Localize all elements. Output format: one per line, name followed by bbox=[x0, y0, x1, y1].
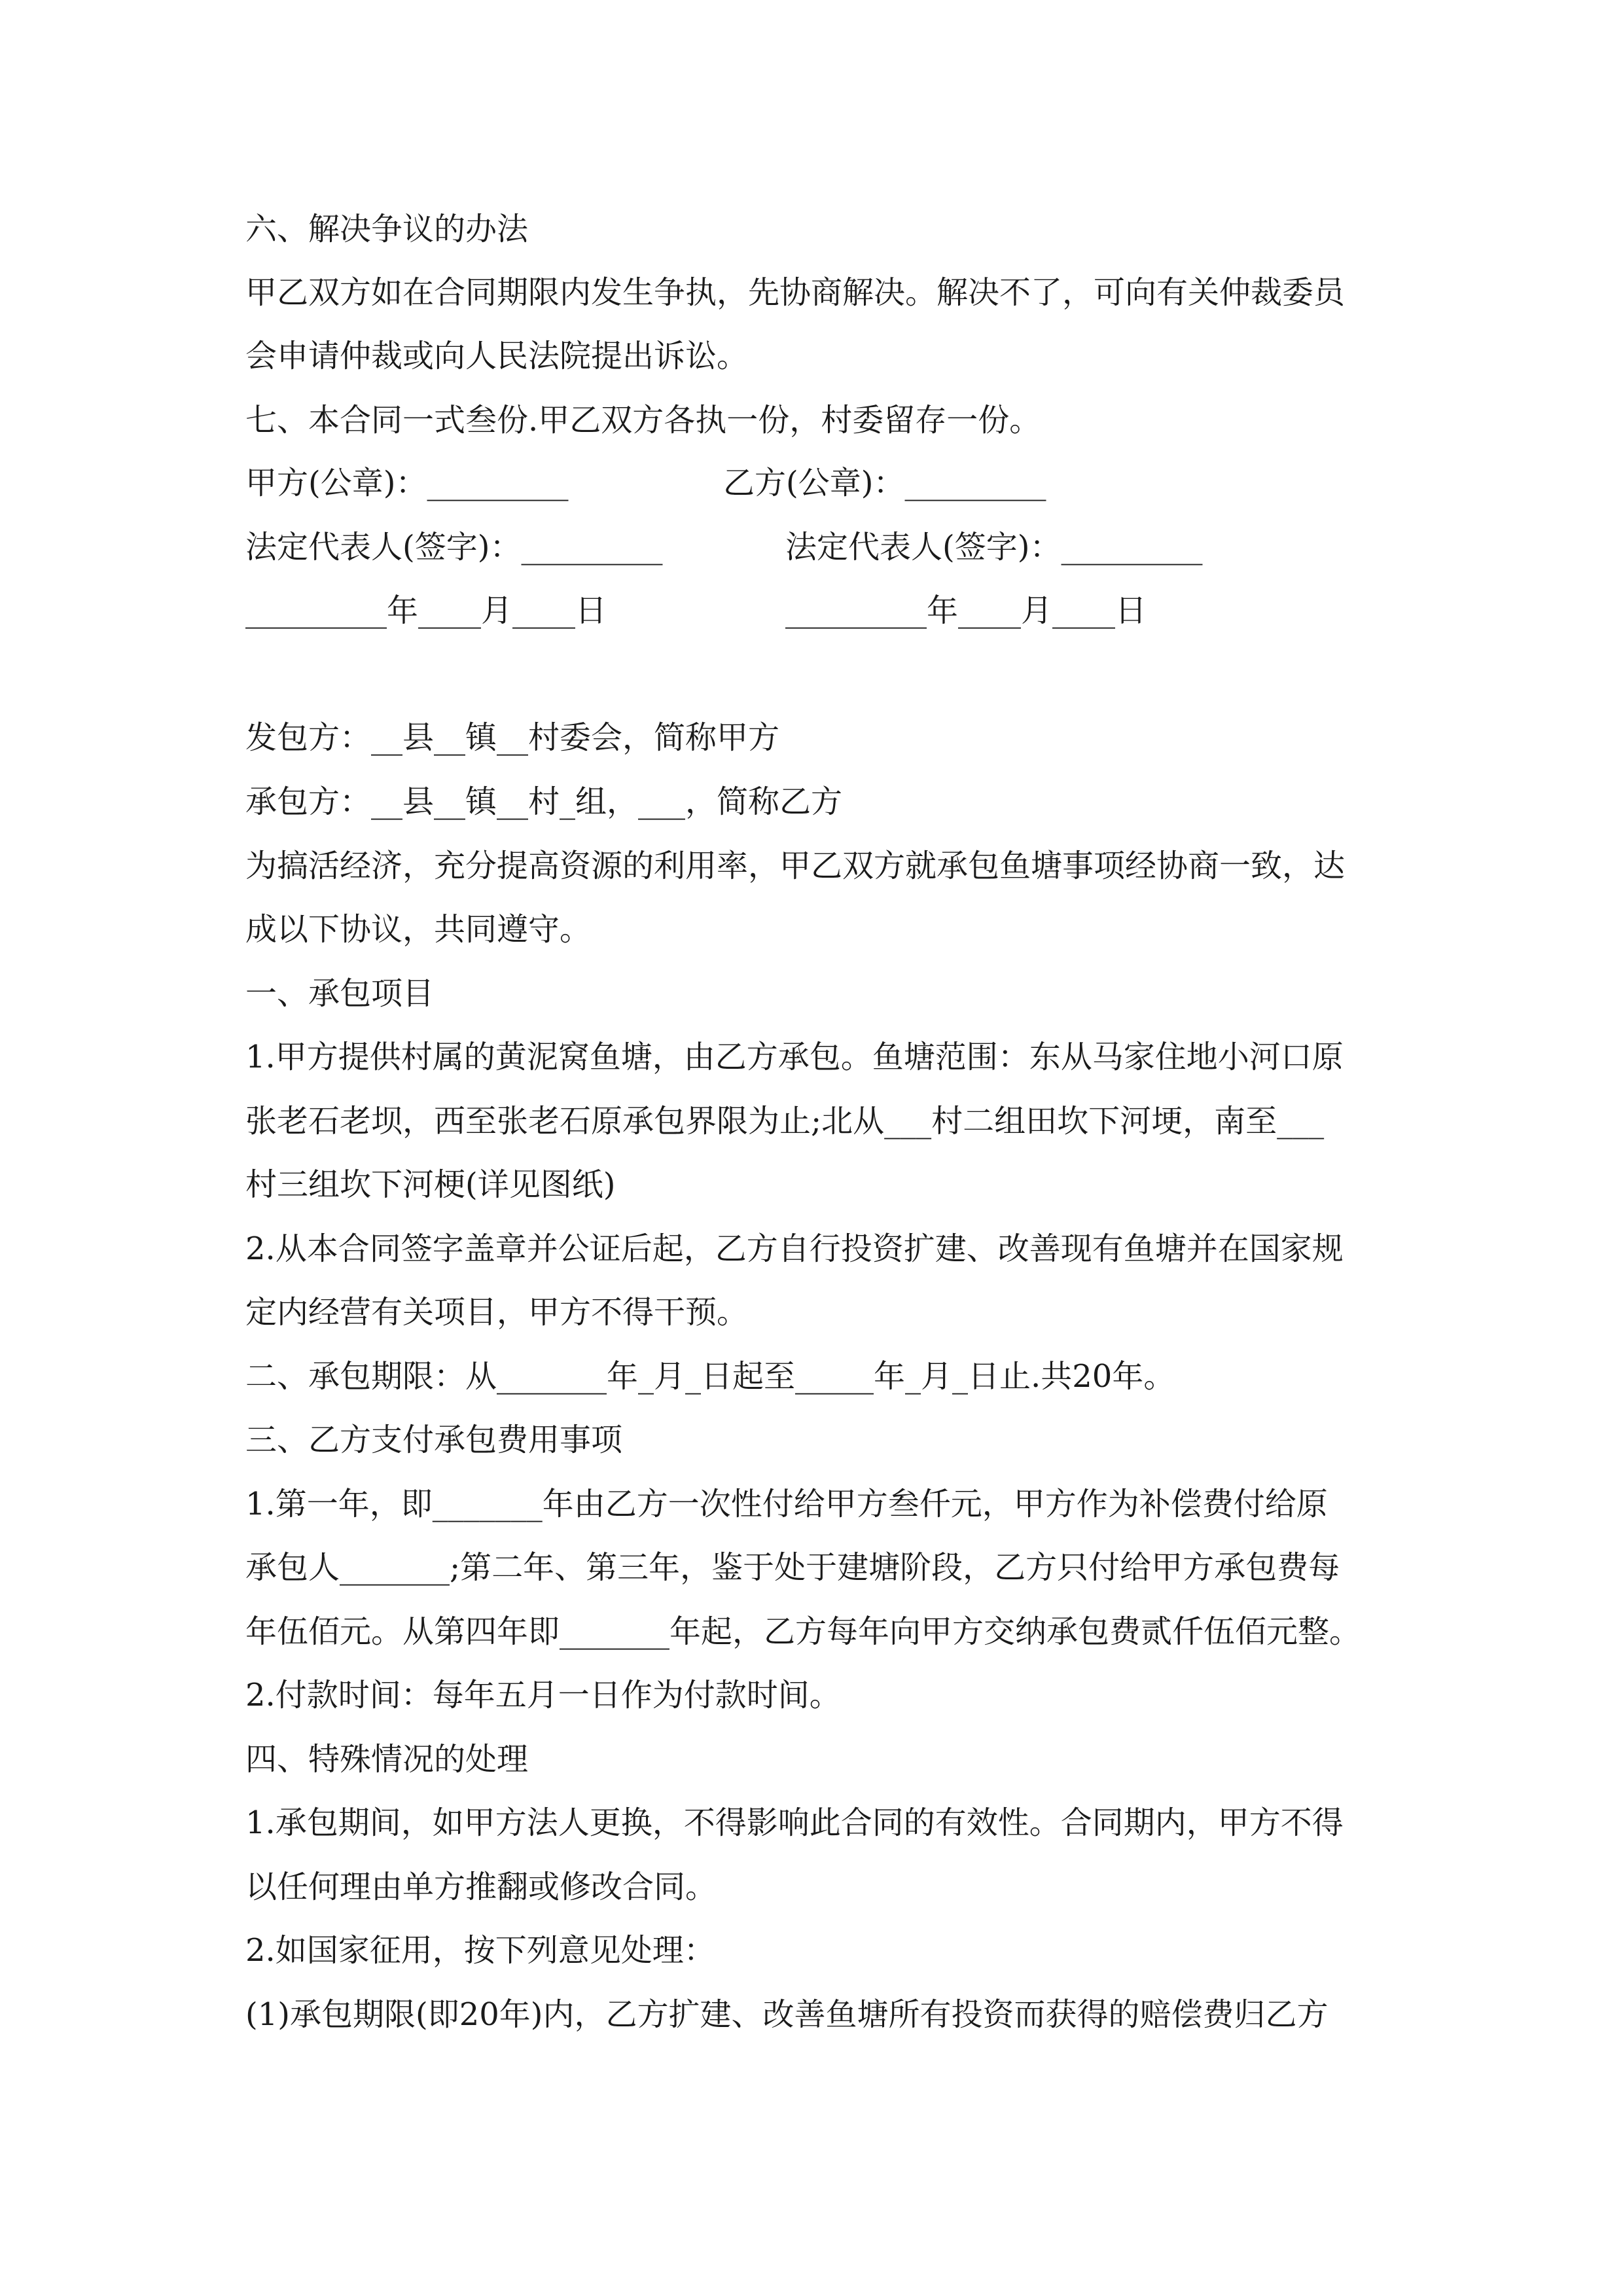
section3-item1-line1: 1.第一年，即_______年由乙方一次性付给甲方叁仟元，甲方作为补偿费付给原 bbox=[245, 1486, 1328, 1522]
section4-item2-sub1: (1)承包期限(即20年)内，乙方扩建、改善鱼塘所有投资而获得的赔偿费归乙方 bbox=[245, 1996, 1329, 2033]
party-a-seal: 甲方(公章)：_________ bbox=[245, 465, 569, 501]
section4-item2: 2.如国家征用，按下列意见处理： bbox=[245, 1932, 715, 1969]
party-b-date: _________年____月____日 bbox=[785, 592, 1147, 629]
section1-item2-line2: 定内经营有关项目，甲方不得干预。 bbox=[245, 1294, 749, 1331]
party-a-date: _________年____月____日 bbox=[245, 592, 607, 629]
section1-heading: 一、承包项目 bbox=[245, 975, 435, 1012]
intro-line2: 成以下协议，共同遵守。 bbox=[245, 911, 592, 948]
section3-item1-line2: 承包人_______;第二年、第三年，鉴于处于建塘阶段，乙方只付给甲方承包费每 bbox=[245, 1549, 1340, 1586]
contractor-line: 承包方：__县__镇__村_组，___，简称乙方 bbox=[245, 783, 843, 820]
intro-line1: 为搞活经济，充分提高资源的利用率，甲乙双方就承包鱼塘事项经协商一致，达 bbox=[245, 848, 1346, 884]
party-a-representative: 法定代表人(签字)：_________ bbox=[245, 529, 663, 565]
section6-body-line2: 会申请仲裁或向人民法院提出诉讼。 bbox=[245, 338, 749, 374]
party-b-seal: 乙方(公章)：_________ bbox=[723, 465, 1046, 501]
section1-item1-line3: 村三组坎下河梗(详见图纸) bbox=[245, 1166, 616, 1203]
section1-item2-line1: 2.从本合同签字盖章并公证后起，乙方自行投资扩建、改善现有鱼塘并在国家规 bbox=[245, 1230, 1344, 1267]
section4-item1-line2: 以任何理由单方推翻或修改合同。 bbox=[245, 1869, 717, 1905]
employer-line: 发包方：__县__镇__村委会，简称甲方 bbox=[245, 719, 780, 756]
section1-item1-line1: 1.甲方提供村属的黄泥窝鱼塘，由乙方承包。鱼塘范围：东从马家住地小河口原 bbox=[245, 1039, 1344, 1075]
section1-item1-line2: 张老石老坝，西至张老石原承包界限为止;北从___村二组田坎下河埂，南至___ bbox=[245, 1103, 1325, 1139]
section3-item2: 2.付款时间：每年五月一日作为付款时间。 bbox=[245, 1677, 841, 1713]
section7-text: 七、本合同一式叁份.甲乙双方各执一份，村委留存一份。 bbox=[245, 402, 1041, 439]
party-b-representative: 法定代表人(签字)：_________ bbox=[785, 529, 1203, 565]
section3-heading: 三、乙方支付承包费用事项 bbox=[245, 1422, 623, 1458]
section3-item1-line3: 年伍佰元。从第四年即_______年起，乙方每年向甲方交纳承包费贰仟伍佰元整。 bbox=[245, 1613, 1361, 1650]
section2-text: 二、承包期限：从_______年_月_日起至_____年_月_日止.共20年。 bbox=[245, 1358, 1175, 1395]
section6-heading: 六、解决争议的办法 bbox=[245, 211, 529, 247]
section6-body-line1: 甲乙双方如在合同期限内发生争执，先协商解决。解决不了，可向有关仲裁委员 bbox=[245, 274, 1346, 311]
section4-item1-line1: 1.承包期间，如甲方法人更换，不得影响此合同的有效性。合同期内，甲方不得 bbox=[245, 1804, 1344, 1841]
section4-heading: 四、特殊情况的处理 bbox=[245, 1741, 529, 1778]
